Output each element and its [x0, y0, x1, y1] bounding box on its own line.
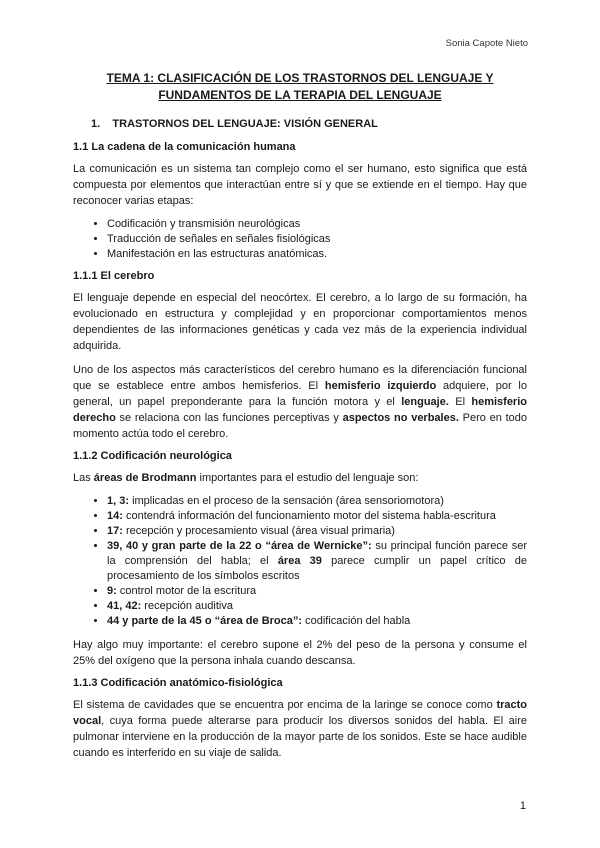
brain-fact-paragraph: Hay algo muy importante: el cerebro supone el 2% del peso de la persona y consume el 25% del oxígeno que la persona inhala cuando descansa. — [73, 639, 527, 667]
list-item: • Codificación y transmisión neurológicas — [107, 217, 527, 232]
list-item: • 9: control motor de la escritura — [107, 584, 527, 599]
list-item: • 41, 42: recepción auditiva — [107, 599, 527, 614]
section-1-heading — [91, 118, 527, 130]
vocal-tract-paragraph: El sistema de cavidades que se encuentra por encima de la laringe se conoce como tracto vocal, cuya forma puede alterarse para producir los diversos sonidos del habla. El aire pulmonar interviene en la producción de la mayor parte de los sonidos. Este se hace audible cuando es interferido en su viaje de salida. — [73, 699, 527, 759]
subsection-1-1-2-heading: 1.1.2 Codificación neurológica — [73, 450, 232, 462]
list-item: • 1, 3: implicadas en el proceso de la sensación (área sensoriomotora) — [107, 494, 527, 509]
list-item: • 44 y parte de la 45 o “área de Broca”: codificación del habla — [107, 614, 527, 629]
header-author: Sonia Capote Nieto — [445, 38, 528, 49]
document-title: TEMA 1: CLASIFICACIÓN DE LOS TRASTORNOS DEL LENGUAJE Y FUNDAMENTOS DE LA TERAPIA DEL LENGUAJE — [106, 71, 494, 102]
subsection-1-1-heading: 1.1 La cadena de la comunicación humana — [73, 141, 296, 153]
subsection-1-1-paragraph: La comunicación es un sistema tan complejo como el ser humano, esto significa que está compuesta por elementos que interactúan entre sí y que se extiende en el tiempo. Hay que reconocer varias etapas: — [73, 163, 527, 207]
subsection-1-1-1-heading: 1.1.1 El cerebro — [73, 270, 155, 282]
list-item: • 39, 40 y gran parte de la 22 o “área de Wernicke”: su principal función parece ser la comprensión del habla; el área 39 parece cumplir un papel crítico de procesamiento de los símbolos escritos — [107, 539, 527, 584]
subsection-1-1-3-heading: 1.1.3 Codificación anatómico-fisiológica — [73, 677, 283, 689]
page-number: 1 — [519, 800, 526, 812]
section-number: 1. — [91, 118, 101, 130]
section-title: TRASTORNOS DEL LENGUAJE: VISIÓN GENERAL — [112, 118, 378, 130]
brain-paragraph-1: El lenguaje depende en especial del neocórtex. El cerebro, a lo largo de su formación, ha evolucionado en estructura y complejidad y en proporcionar comportamientos menos dependientes de las informaciones genéticas y cada vez más de la experiencia individual adquirida. — [73, 292, 527, 352]
list-item: • Traducción de señales en señales fisiológicas — [107, 232, 527, 247]
brodmann-intro: Las áreas de Brodmann importantes para el estudio del lenguaje son: — [73, 472, 419, 484]
document-body — [73, 70, 527, 769]
list-item: • 14: contendrá información del funcionamiento motor del sistema habla-escritura — [107, 509, 527, 524]
brain-paragraph-2: Uno de los aspectos más característicos del cerebro humano es la diferenciación funcional que se establece entre ambos hemisferios. El hemisferio izquierdo adquiere, por lo general, un papel preponderante para la función motora y el lenguaje. El hemisferio derecho se relaciona con las funciones perceptivas y aspectos no verbales. Pero en todo momento actúa todo el cerebro. — [73, 364, 527, 440]
list-item: • Manifestación en las estructuras anatómicas. — [107, 247, 527, 262]
list-item: • 17: recepción y procesamiento visual (área visual primaria) — [107, 524, 527, 539]
stages-list — [73, 217, 527, 262]
brodmann-list — [73, 494, 527, 629]
